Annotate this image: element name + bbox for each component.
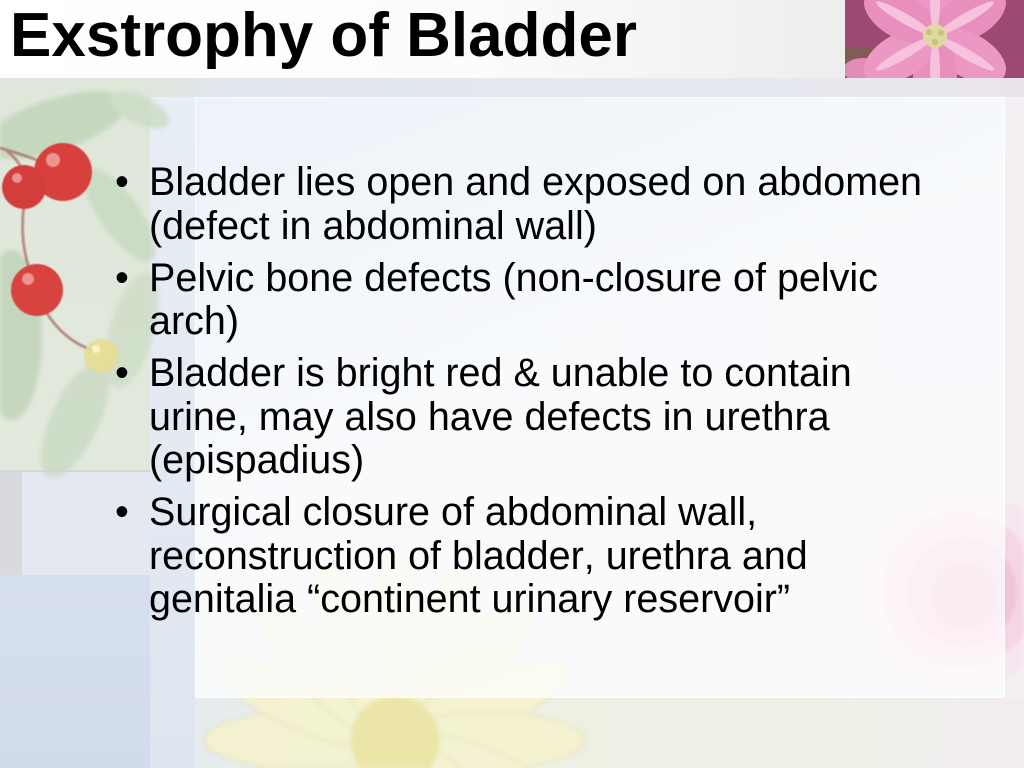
bullet-item [115, 490, 939, 622]
bullet-text: Pelvic bone defects (non-closure of pelvic arch) [149, 255, 878, 343]
berry [84, 339, 118, 373]
bullet-item [115, 255, 939, 344]
stamen [926, 29, 932, 35]
bullet-item [115, 351, 939, 483]
berry-highlight [92, 345, 100, 353]
bullet-marker: • [115, 490, 129, 534]
stamen [938, 30, 944, 36]
slide-title: Exstrophy of Bladder [10, 1, 637, 70]
bullet-text: Bladder is bright red & unable to contain urine, may also have defects in urethra (epispadius) [149, 351, 852, 482]
bullet-list [115, 160, 939, 630]
berry [11, 264, 63, 316]
bullet-text: Bladder lies open and exposed on abdomen (defect in abdominal wall) [149, 160, 923, 248]
berry-highlight [46, 153, 60, 167]
berries [2, 143, 118, 373]
berry-highlight [12, 173, 22, 183]
bullet-marker: • [115, 160, 129, 204]
bullet-item [115, 160, 939, 248]
stamen [932, 39, 938, 45]
berry [2, 165, 46, 209]
berry-highlight [22, 273, 34, 285]
clematis-flower-image [845, 0, 1024, 78]
bullet-text: Surgical closure of abdominal wall, reconstruction of bladder, urethra and genitalia “continent urinary reservoir” [149, 490, 808, 621]
bullet-marker: • [115, 351, 129, 395]
bullet-marker: • [115, 255, 129, 300]
